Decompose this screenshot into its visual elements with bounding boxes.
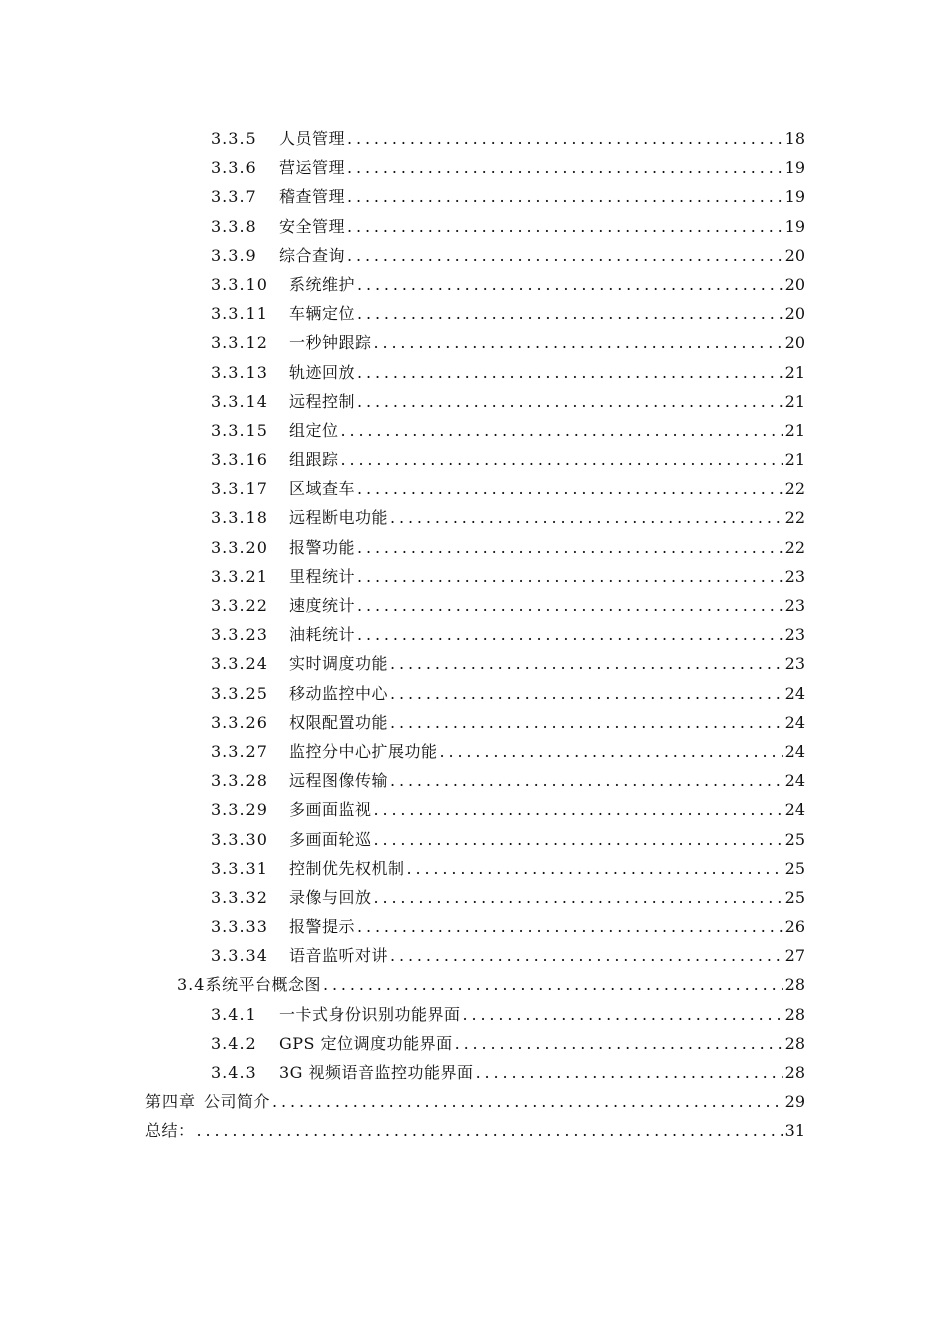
- toc-entry-page-number: 21: [784, 391, 805, 411]
- toc-entry-title: 油耗统计: [289, 625, 356, 645]
- dot-leader: [357, 620, 783, 649]
- toc-entry[interactable]: [0, 1087, 950, 1116]
- toc-entry-number: 3.3.32: [211, 887, 268, 907]
- toc-entry-title: 远程控制: [289, 391, 356, 411]
- toc-entry-number: 3.3.28: [211, 771, 268, 791]
- dot-leader: [347, 212, 783, 241]
- dot-leader: [374, 825, 783, 854]
- dot-leader: [357, 591, 783, 620]
- toc-entry-title: 区域查车: [289, 479, 356, 499]
- dot-leader: [463, 1000, 783, 1029]
- toc-entry-page-number: 27: [784, 946, 805, 966]
- toc-entry[interactable]: [0, 970, 950, 999]
- toc-entry[interactable]: [0, 1116, 950, 1145]
- dot-leader: [341, 416, 783, 445]
- toc-entry-title: 营运管理: [279, 158, 346, 178]
- dot-leader: [197, 1116, 783, 1145]
- toc-entry-page-number: 23: [784, 596, 805, 615]
- dot-leader: [357, 533, 783, 562]
- toc-entry-title: 安全管理: [279, 216, 346, 236]
- toc-entry-page-number: 25: [784, 858, 805, 878]
- toc-entry-title: 多画面监视: [289, 800, 372, 820]
- toc-entry-page-number: 20: [784, 274, 805, 294]
- toc-entry[interactable]: [0, 182, 950, 211]
- toc-entry-page-number: 22: [784, 479, 805, 499]
- toc-entry[interactable]: [0, 416, 950, 445]
- toc-entry-number: 3.3.20: [211, 537, 268, 557]
- toc-entry-title: 速度统计: [289, 596, 356, 615]
- dot-leader: [440, 737, 783, 766]
- toc-entry-page-number: 28: [784, 975, 805, 995]
- toc-entry-title: 实时调度功能: [289, 654, 389, 674]
- toc-entry[interactable]: [0, 533, 950, 562]
- toc-entry-page-number: 28: [784, 1063, 805, 1082]
- toc-entry-page-number: 19: [784, 216, 805, 236]
- toc-entry-title: 语音监听对讲: [289, 946, 389, 966]
- dot-leader: [341, 445, 783, 474]
- dot-leader: [374, 328, 783, 357]
- toc-entry[interactable]: [0, 358, 950, 387]
- toc-entry-number: 3.3.14: [211, 391, 268, 411]
- toc-entry-title: 移动监控中心: [289, 683, 389, 703]
- toc-entry-number: 3.3.8: [211, 216, 257, 236]
- toc-entry-number: 3.3.29: [211, 800, 268, 820]
- toc-entry-page-number: 24: [784, 800, 805, 820]
- toc-entry-page-number: 23: [784, 654, 805, 674]
- toc-entry-page-number: 29: [784, 1092, 805, 1112]
- toc-entry-page-number: 19: [784, 158, 805, 178]
- toc-entry-title: 系统维护: [289, 274, 356, 294]
- dot-leader: [347, 241, 783, 270]
- toc-entry-title: 报警提示: [289, 917, 356, 937]
- toc-entry-number: 3.3.13: [211, 362, 268, 382]
- toc-entry-page-number: 20: [784, 245, 805, 265]
- dot-leader: [357, 562, 783, 591]
- toc-entry-title: 总结：: [145, 1121, 195, 1141]
- dot-leader: [323, 970, 783, 999]
- toc-entry-number: 3.3.34: [211, 946, 268, 966]
- toc-entry-title: 公司简介: [204, 1092, 271, 1112]
- dot-leader: [374, 883, 783, 912]
- toc-entry-number: 3.3.27: [211, 741, 268, 761]
- dot-leader: [390, 766, 783, 795]
- toc-entry[interactable]: [0, 825, 950, 854]
- toc-entry[interactable]: [0, 795, 950, 824]
- toc-entry-title: 监控分中心扩展功能: [289, 741, 438, 761]
- toc-entry[interactable]: [0, 153, 950, 182]
- dot-leader: [357, 358, 783, 387]
- dot-leader: [272, 1087, 783, 1116]
- toc-entry[interactable]: [0, 445, 950, 474]
- dot-leader: [476, 1058, 783, 1087]
- toc-entry-title: 权限配置功能: [289, 712, 389, 732]
- toc-entry-page-number: 28: [784, 1004, 805, 1024]
- toc-entry-title: 组跟踪: [289, 450, 339, 470]
- toc-entry[interactable]: [0, 212, 950, 241]
- toc-entry[interactable]: [0, 270, 950, 299]
- toc-entry-page-number: 25: [784, 829, 805, 849]
- dot-leader: [374, 795, 783, 824]
- toc-entry-title: 3G 视频语音监控功能界面: [279, 1063, 474, 1082]
- toc-entry-number: 3.3.11: [211, 304, 268, 324]
- toc-entry-page-number: 18: [784, 129, 805, 148]
- toc-entry[interactable]: [0, 912, 950, 941]
- toc-entry-number: 3.4: [177, 975, 206, 995]
- dot-leader: [347, 124, 783, 153]
- toc-entry-page-number: 31: [784, 1121, 805, 1141]
- toc-entry-number: 3.4.2: [211, 1033, 257, 1053]
- toc-entry[interactable]: [0, 854, 950, 883]
- toc-entry-title: GPS 定位调度功能界面: [279, 1033, 453, 1053]
- toc-entry[interactable]: [0, 737, 950, 766]
- dot-leader: [357, 912, 783, 941]
- toc-entry[interactable]: [0, 883, 950, 912]
- toc-entry-title: 多画面轮巡: [289, 829, 372, 849]
- toc-entry[interactable]: [0, 708, 950, 737]
- toc-entry-title: 远程图像传输: [289, 771, 389, 791]
- toc-entry[interactable]: [0, 1058, 950, 1087]
- toc-entry[interactable]: [0, 241, 950, 270]
- toc-entry[interactable]: [0, 562, 950, 591]
- dot-leader: [455, 1029, 783, 1058]
- toc-entry-page-number: 21: [784, 362, 805, 382]
- toc-entry[interactable]: [0, 620, 950, 649]
- toc-entry-number: 3.3.33: [211, 917, 268, 937]
- toc-entry-title: 车辆定位: [289, 304, 356, 324]
- toc-entry[interactable]: [0, 387, 950, 416]
- toc-entry-page-number: 21: [784, 450, 805, 470]
- toc-entry-page-number: 24: [784, 712, 805, 732]
- dot-leader: [390, 941, 783, 970]
- toc-entry-number: 3.4.1: [211, 1004, 257, 1024]
- toc-entry-number: 3.3.25: [211, 683, 268, 703]
- toc-entry-number: 3.4.3: [211, 1063, 257, 1082]
- toc-entry-number: 3.3.22: [211, 596, 268, 615]
- dot-leader: [390, 503, 783, 532]
- toc-entry-number: 3.3.17: [211, 479, 268, 499]
- toc-entry-page-number: 20: [784, 304, 805, 324]
- dot-leader: [390, 708, 783, 737]
- toc-entry-number: 3.3.10: [211, 274, 268, 294]
- toc-entry[interactable]: [0, 766, 950, 795]
- toc-entry-number: 3.3.9: [211, 245, 257, 265]
- toc-entry-page-number: 24: [784, 771, 805, 791]
- toc-entry-page-number: 22: [784, 537, 805, 557]
- toc-entry-title: 录像与回放: [289, 887, 372, 907]
- dot-leader: [390, 679, 783, 708]
- toc-entry[interactable]: [0, 941, 950, 970]
- toc-entry-number: 3.3.15: [211, 420, 268, 440]
- toc-entry[interactable]: [0, 1000, 950, 1029]
- dot-leader: [347, 182, 783, 211]
- toc-entry[interactable]: [0, 474, 950, 503]
- toc-entry-number: 3.3.21: [211, 566, 268, 586]
- toc-entry-page-number: 23: [784, 625, 805, 645]
- dot-leader: [357, 387, 783, 416]
- toc-entry-number: 3.3.16: [211, 450, 268, 470]
- toc-entry-page-number: 20: [784, 333, 805, 353]
- toc-entry[interactable]: [0, 591, 950, 620]
- toc-entry-page-number: 26: [784, 917, 805, 937]
- toc-entry-title: 一卡式身份识别功能界面: [279, 1004, 461, 1024]
- toc-entry-page-number: 28: [784, 1033, 805, 1053]
- toc-entry-number: 3.3.30: [211, 829, 268, 849]
- toc-entry-title: 报警功能: [289, 537, 356, 557]
- toc-entry-number: 3.3.18: [211, 508, 268, 528]
- toc-entry[interactable]: [0, 679, 950, 708]
- toc-entry-title: 组定位: [289, 420, 339, 440]
- dot-leader: [357, 474, 783, 503]
- toc-entry-title: 控制优先权机制: [289, 858, 405, 878]
- toc-entry-page-number: 21: [784, 420, 805, 440]
- toc-entry-title: 综合查询: [279, 245, 346, 265]
- toc-entry-page-number: 25: [784, 887, 805, 907]
- toc-entry-title: 里程统计: [289, 566, 356, 586]
- toc-entry-title: 系统平台概念图: [205, 975, 321, 995]
- dot-leader: [357, 270, 783, 299]
- toc-entry-page-number: 24: [784, 741, 805, 761]
- toc-entry[interactable]: [0, 649, 950, 678]
- toc-entry[interactable]: [0, 328, 950, 357]
- toc-entry[interactable]: [0, 1029, 950, 1058]
- table-of-contents: [0, 124, 950, 1146]
- dot-leader: [357, 299, 783, 328]
- toc-entry[interactable]: [0, 503, 950, 532]
- toc-entry-title: 人员管理: [279, 129, 346, 148]
- toc-entry-number: 3.3.23: [211, 625, 268, 645]
- toc-entry-page-number: 19: [784, 187, 805, 207]
- toc-entry-title: 轨迹回放: [289, 362, 356, 382]
- dot-leader: [407, 854, 783, 883]
- dot-leader: [390, 649, 783, 678]
- toc-entry-title: 一秒钟跟踪: [289, 333, 372, 353]
- toc-entry-number: 3.3.31: [211, 858, 268, 878]
- toc-entry-number: 3.3.12: [211, 333, 268, 353]
- toc-entry-number: 3.3.5: [211, 129, 257, 148]
- toc-entry-number: 3.3.24: [211, 654, 268, 674]
- toc-entry-number: 3.3.7: [211, 187, 257, 207]
- toc-entry-number: 3.3.26: [211, 712, 268, 732]
- toc-entry-number: 3.3.6: [211, 158, 257, 178]
- toc-entry-page-number: 24: [784, 683, 805, 703]
- toc-entry-title: 稽查管理: [279, 187, 346, 207]
- toc-entry-page-number: 23: [784, 566, 805, 586]
- toc-entry-number: 第四章: [145, 1092, 197, 1112]
- toc-entry[interactable]: [0, 299, 950, 328]
- dot-leader: [347, 153, 783, 182]
- toc-entry-page-number: 22: [784, 508, 805, 528]
- toc-entry[interactable]: [0, 124, 950, 153]
- toc-entry-title: 远程断电功能: [289, 508, 389, 528]
